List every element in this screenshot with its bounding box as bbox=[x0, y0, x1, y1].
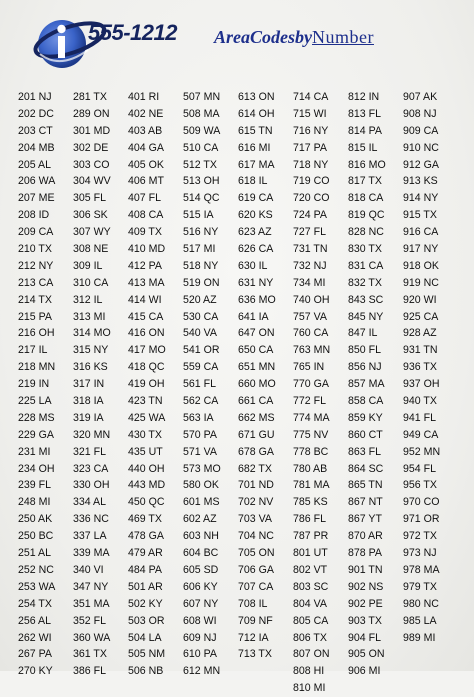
area-code-entry: 801 UT bbox=[293, 547, 328, 560]
area-code-entry: 701 ND bbox=[238, 479, 274, 492]
area-code-entry: 812 IN bbox=[348, 91, 380, 103]
area-code-entry: 214 TX bbox=[18, 293, 52, 306]
area-code-entry: 647 ON bbox=[238, 327, 275, 340]
area-code-entry: 909 CA bbox=[403, 124, 439, 137]
area-code-entry: 607 NY bbox=[183, 597, 219, 610]
area-code-entry: 703 VA bbox=[238, 513, 272, 526]
area-code-entry: 302 DE bbox=[73, 141, 109, 154]
area-code-entry: 517 MI bbox=[183, 243, 216, 256]
area-code-entry: 867 NT bbox=[348, 496, 383, 509]
area-code-entry: 919 NC bbox=[403, 276, 439, 289]
area-code-entry: 636 MO bbox=[238, 293, 276, 306]
area-code-entry: 435 UT bbox=[128, 445, 163, 458]
area-code-entry: 787 PR bbox=[293, 530, 329, 543]
table-column bbox=[293, 89, 348, 695]
area-code-entry: 734 MI bbox=[293, 276, 326, 289]
area-code-entry: 662 MS bbox=[238, 411, 275, 424]
area-code-entry: 513 OH bbox=[183, 175, 220, 188]
area-code-entry: 614 OH bbox=[238, 107, 275, 120]
area-code-entry: 970 CO bbox=[403, 496, 440, 509]
area-code-entry: 418 QC bbox=[128, 361, 165, 374]
area-code-entry: 450 QC bbox=[128, 496, 165, 509]
area-code-entry: 605 SD bbox=[183, 563, 219, 576]
area-code-entry: 430 TX bbox=[128, 428, 162, 441]
area-code-entry: 402 NE bbox=[128, 107, 164, 120]
area-code-entry: 530 CA bbox=[183, 310, 219, 323]
area-code-entry: 949 CA bbox=[403, 428, 439, 441]
area-code-entry: 810 MI bbox=[293, 682, 326, 695]
area-code-entry: 602 AZ bbox=[183, 513, 217, 526]
area-code-entry: 850 FL bbox=[348, 344, 381, 357]
area-code-entry: 954 FL bbox=[403, 462, 436, 475]
table-column bbox=[128, 89, 183, 678]
area-code-entry: 253 WA bbox=[18, 580, 56, 593]
area-code-entry: 337 LA bbox=[73, 530, 107, 543]
title-part-2: Number bbox=[312, 27, 374, 47]
area-code-entry: 641 IA bbox=[238, 310, 269, 323]
area-code-entry: 484 PA bbox=[128, 563, 162, 576]
area-code-entry: 775 NV bbox=[293, 428, 329, 441]
area-code-entry: 352 FL bbox=[73, 614, 106, 627]
area-code-entry: 413 MA bbox=[128, 276, 165, 289]
area-code-entry: 508 MA bbox=[183, 107, 220, 120]
area-code-entry: 920 WI bbox=[403, 293, 437, 306]
area-code-entry: 409 TX bbox=[128, 226, 162, 239]
area-code-entry: 765 IN bbox=[293, 361, 325, 374]
area-code-entry: 731 TN bbox=[293, 243, 328, 256]
area-code-entry: 828 NC bbox=[348, 226, 384, 239]
area-code-entry: 817 TX bbox=[348, 175, 382, 188]
area-code-entry: 865 TN bbox=[348, 479, 383, 492]
area-code-entry: 518 NY bbox=[183, 259, 219, 272]
area-code-entry: 941 FL bbox=[403, 411, 436, 424]
area-code-entry: 937 OH bbox=[403, 378, 440, 391]
area-code-entry: 330 OH bbox=[73, 479, 110, 492]
area-code-entry: 617 MA bbox=[238, 158, 275, 171]
area-code-entry: 270 KY bbox=[18, 665, 53, 678]
table-column bbox=[403, 89, 458, 660]
area-code-entry: 631 NY bbox=[238, 276, 274, 289]
page-title bbox=[214, 27, 374, 48]
area-code-entry: 770 GA bbox=[293, 378, 329, 391]
area-code-entry: 502 KY bbox=[128, 597, 163, 610]
area-code-entry: 980 NC bbox=[403, 597, 439, 610]
area-code-entry: 856 NJ bbox=[348, 361, 382, 374]
area-code-entry: 412 PA bbox=[128, 259, 162, 272]
area-code-entry: 252 NC bbox=[18, 563, 54, 576]
area-code-entry: 610 PA bbox=[183, 648, 217, 661]
area-code-entry: 234 OH bbox=[18, 462, 55, 475]
area-code-entry: 936 TX bbox=[403, 361, 437, 374]
area-code-entry: 516 NY bbox=[183, 226, 219, 239]
area-code-entry: 613 ON bbox=[238, 91, 275, 103]
area-code-entry: 661 CA bbox=[238, 395, 274, 408]
area-code-entry: 203 CT bbox=[18, 124, 53, 137]
area-code-entry: 772 FL bbox=[293, 395, 326, 408]
area-code-entry: 301 MD bbox=[73, 124, 111, 137]
area-code-entry: 289 ON bbox=[73, 107, 110, 120]
area-code-entry: 786 FL bbox=[293, 513, 326, 526]
area-code-entry: 479 AR bbox=[128, 547, 163, 560]
area-code-entry: 626 CA bbox=[238, 243, 274, 256]
area-code-entry: 304 WV bbox=[73, 175, 111, 188]
area-code-entry: 360 WA bbox=[73, 631, 111, 644]
area-code-entry: 478 GA bbox=[128, 530, 164, 543]
area-code-entry: 720 CO bbox=[293, 192, 330, 205]
area-code-entry: 419 OH bbox=[128, 378, 165, 391]
area-code-entry: 803 SC bbox=[293, 580, 329, 593]
area-code-entry: 250 AK bbox=[18, 513, 53, 526]
area-code-entry: 609 NJ bbox=[183, 631, 217, 644]
area-code-entry: 780 AB bbox=[293, 462, 328, 475]
area-code-entry: 215 PA bbox=[18, 310, 52, 323]
area-code-entry: 204 MB bbox=[18, 141, 55, 154]
area-code-entry: 931 TN bbox=[403, 344, 438, 357]
area-code-entry: 972 TX bbox=[403, 530, 437, 543]
area-code-entry: 902 NS bbox=[348, 580, 384, 593]
area-code-entry: 229 GA bbox=[18, 428, 54, 441]
area-code-entry: 913 KS bbox=[403, 175, 438, 188]
area-code-entry: 515 IA bbox=[183, 209, 214, 222]
area-code-entry: 678 GA bbox=[238, 445, 274, 458]
area-code-entry: 443 MD bbox=[128, 479, 166, 492]
area-code-entry: 540 VA bbox=[183, 327, 217, 340]
area-code-entry: 707 CA bbox=[238, 580, 274, 593]
area-code-entry: 361 TX bbox=[73, 648, 107, 661]
area-code-entry: 843 SC bbox=[348, 293, 384, 306]
table-column bbox=[183, 89, 238, 678]
area-code-entry: 541 OR bbox=[183, 344, 220, 357]
area-code-entry: 216 OH bbox=[18, 327, 55, 340]
area-code-entry: 727 FL bbox=[293, 226, 326, 239]
area-code-entry: 901 TN bbox=[348, 563, 383, 576]
area-code-entry: 858 CA bbox=[348, 395, 384, 408]
area-code-entry: 316 KS bbox=[73, 361, 108, 374]
area-code-entry: 857 MA bbox=[348, 378, 385, 391]
area-code-entry: 818 CA bbox=[348, 192, 384, 205]
area-code-table bbox=[18, 89, 458, 695]
area-code-entry: 210 TX bbox=[18, 243, 52, 256]
area-code-entry: 256 AL bbox=[18, 614, 51, 627]
area-code-entry: 917 NY bbox=[403, 243, 439, 256]
area-code-entry: 408 CA bbox=[128, 209, 164, 222]
area-code-entry: 905 ON bbox=[348, 648, 385, 661]
area-code-entry: 561 FL bbox=[183, 378, 216, 391]
area-code-entry: 757 VA bbox=[293, 310, 327, 323]
area-code-entry: 321 FL bbox=[73, 445, 106, 458]
area-code-entry: 415 CA bbox=[128, 310, 164, 323]
area-code-entry: 732 NJ bbox=[293, 259, 327, 272]
area-code-entry: 671 GU bbox=[238, 428, 275, 441]
area-code-entry: 563 IA bbox=[183, 411, 214, 424]
area-code-entry: 918 OK bbox=[403, 259, 439, 272]
area-code-entry: 816 MO bbox=[348, 158, 386, 171]
area-code-entry: 830 TX bbox=[348, 243, 382, 256]
area-code-entry: 808 HI bbox=[293, 665, 325, 678]
table-column bbox=[18, 89, 73, 678]
area-code-entry: 908 NJ bbox=[403, 107, 437, 120]
area-code-entry: 709 NF bbox=[238, 614, 273, 627]
area-code-entry: 650 CA bbox=[238, 344, 274, 357]
area-code-entry: 763 MN bbox=[293, 344, 331, 357]
area-code-entry: 831 CA bbox=[348, 259, 384, 272]
area-code-entry: 206 WA bbox=[18, 175, 56, 188]
area-code-entry: 916 CA bbox=[403, 226, 439, 239]
header bbox=[0, 0, 474, 80]
area-code-entry: 805 CA bbox=[293, 614, 329, 627]
area-code-entry: 312 IL bbox=[73, 293, 103, 306]
area-code-entry: 559 CA bbox=[183, 361, 219, 374]
area-code-entry: 580 OK bbox=[183, 479, 219, 492]
title-part-1: AreaCodesby bbox=[214, 27, 312, 47]
area-code-entry: 314 MO bbox=[73, 327, 111, 340]
area-code-entry: 660 MO bbox=[238, 378, 276, 391]
area-code-entry: 760 CA bbox=[293, 327, 329, 340]
area-code-entry: 606 KY bbox=[183, 580, 218, 593]
area-code-entry: 505 NM bbox=[128, 648, 166, 661]
area-code-entry: 724 PA bbox=[293, 209, 327, 222]
area-code-entry: 714 CA bbox=[293, 91, 329, 103]
area-code-entry: 973 NJ bbox=[403, 547, 437, 560]
area-code-entry: 717 PA bbox=[293, 141, 327, 154]
area-code-entry: 785 KS bbox=[293, 496, 328, 509]
area-code-entry: 414 WI bbox=[128, 293, 162, 306]
area-code-entry: 231 MI bbox=[18, 445, 51, 458]
area-code-entry: 814 PA bbox=[348, 124, 382, 137]
area-code-entry: 870 AR bbox=[348, 530, 383, 543]
area-code-entry: 859 KY bbox=[348, 411, 383, 424]
table-column bbox=[73, 89, 128, 678]
area-code-entry: 410 MD bbox=[128, 243, 166, 256]
area-code-entry: 351 MA bbox=[73, 597, 110, 610]
area-code-entry: 989 MI bbox=[403, 631, 436, 644]
area-code-entry: 239 FL bbox=[18, 479, 51, 492]
area-code-entry: 250 BC bbox=[18, 530, 54, 543]
area-code-entry: 506 NB bbox=[128, 665, 164, 678]
area-code-entry: 907 AK bbox=[403, 91, 438, 103]
area-code-entry: 347 NY bbox=[73, 580, 109, 593]
area-code-entry: 630 IL bbox=[238, 259, 268, 272]
area-code-entry: 323 CA bbox=[73, 462, 109, 475]
area-code-entry: 303 CO bbox=[73, 158, 110, 171]
area-code-entry: 985 LA bbox=[403, 614, 437, 627]
area-code-entry: 705 ON bbox=[238, 547, 275, 560]
area-code-entry: 213 CA bbox=[18, 276, 54, 289]
area-code-entry: 878 PA bbox=[348, 547, 382, 560]
area-code-entry: 217 IL bbox=[18, 344, 48, 357]
area-code-entry: 262 WI bbox=[18, 631, 52, 644]
area-code-entry: 952 MN bbox=[403, 445, 441, 458]
area-code-entry: 903 TX bbox=[348, 614, 382, 627]
logo bbox=[30, 10, 180, 72]
area-code-entry: 615 TN bbox=[238, 124, 273, 137]
area-code-entry: 339 MA bbox=[73, 547, 110, 560]
area-code-entry: 979 TX bbox=[403, 580, 437, 593]
area-code-entry: 864 SC bbox=[348, 462, 384, 475]
area-code-entry: 208 ID bbox=[18, 209, 50, 222]
area-code-entry: 914 NY bbox=[403, 192, 439, 205]
area-code-entry: 971 OR bbox=[403, 513, 440, 526]
area-code-entry: 504 LA bbox=[128, 631, 162, 644]
area-code-entry: 813 FL bbox=[348, 107, 381, 120]
area-code-entry: 308 NE bbox=[73, 243, 109, 256]
area-code-entry: 317 IN bbox=[73, 378, 105, 391]
area-code-entry: 404 GA bbox=[128, 141, 164, 154]
area-code-entry: 904 FL bbox=[348, 631, 381, 644]
area-code-entry: 601 MS bbox=[183, 496, 220, 509]
area-code-entry: 815 IL bbox=[348, 141, 378, 154]
area-code-entry: 509 WA bbox=[183, 124, 221, 137]
area-code-entry: 212 NY bbox=[18, 259, 54, 272]
area-code-entry: 201 NJ bbox=[18, 91, 52, 103]
area-code-entry: 512 TX bbox=[183, 158, 217, 171]
area-code-entry: 503 OR bbox=[128, 614, 165, 627]
area-code-entry: 209 CA bbox=[18, 226, 54, 239]
area-code-entry: 910 NC bbox=[403, 141, 439, 154]
area-code-entry: 847 IL bbox=[348, 327, 378, 340]
area-code-entry: 205 AL bbox=[18, 158, 51, 171]
area-code-entry: 405 OK bbox=[128, 158, 164, 171]
area-code-entry: 254 TX bbox=[18, 597, 52, 610]
area-code-entry: 860 CT bbox=[348, 428, 383, 441]
area-code-entry: 612 MN bbox=[183, 665, 221, 678]
area-code-entry: 620 KS bbox=[238, 209, 273, 222]
area-code-entry: 519 ON bbox=[183, 276, 220, 289]
table-column bbox=[238, 89, 293, 660]
area-code-entry: 510 CA bbox=[183, 141, 219, 154]
area-code-entry: 781 MA bbox=[293, 479, 330, 492]
area-code-entry: 682 TX bbox=[238, 462, 272, 475]
area-code-entry: 867 YT bbox=[348, 513, 382, 526]
area-code-entry: 819 QC bbox=[348, 209, 385, 222]
area-code-entry: 340 VI bbox=[73, 563, 104, 576]
area-code-entry: 416 ON bbox=[128, 327, 165, 340]
area-code-entry: 704 NC bbox=[238, 530, 274, 543]
area-code-entry: 306 SK bbox=[73, 209, 108, 222]
area-code-entry: 407 FL bbox=[128, 192, 161, 205]
area-code-entry: 423 TN bbox=[128, 395, 163, 408]
area-code-entry: 514 QC bbox=[183, 192, 220, 205]
area-code-entry: 425 WA bbox=[128, 411, 166, 424]
area-code-entry: 267 PA bbox=[18, 648, 52, 661]
area-code-entry: 320 MN bbox=[73, 428, 111, 441]
table-column bbox=[348, 89, 403, 678]
area-code-entry: 318 IA bbox=[73, 395, 104, 408]
area-code-entry: 807 ON bbox=[293, 648, 330, 661]
area-code-entry: 469 TX bbox=[128, 513, 162, 526]
area-code-entry: 562 CA bbox=[183, 395, 219, 408]
area-code-entry: 228 MS bbox=[18, 411, 55, 424]
area-code-entry: 708 IL bbox=[238, 597, 268, 610]
area-code-entry: 712 IA bbox=[238, 631, 269, 644]
area-code-entry: 501 AR bbox=[128, 580, 163, 593]
area-code-entry: 716 NY bbox=[293, 124, 329, 137]
area-code-entry: 307 WY bbox=[73, 226, 111, 239]
area-code-entry: 334 AL bbox=[73, 496, 106, 509]
area-code-entry: 832 TX bbox=[348, 276, 382, 289]
area-code-entry: 806 TX bbox=[293, 631, 327, 644]
area-code-entry: 604 BC bbox=[183, 547, 219, 560]
area-code-entry: 912 GA bbox=[403, 158, 439, 171]
area-code-entry: 440 OH bbox=[128, 462, 165, 475]
area-code-entry: 940 TX bbox=[403, 395, 437, 408]
area-code-entry: 713 TX bbox=[238, 648, 272, 661]
area-code-entry: 915 TX bbox=[403, 209, 437, 222]
area-code-entry: 956 TX bbox=[403, 479, 437, 492]
area-code-entry: 315 NY bbox=[73, 344, 109, 357]
area-code-entry: 702 NV bbox=[238, 496, 274, 509]
area-code-entry: 401 RI bbox=[128, 91, 160, 103]
area-code-entry: 507 MN bbox=[183, 91, 221, 103]
area-code-entry: 774 MA bbox=[293, 411, 330, 424]
area-code-entry: 406 MT bbox=[128, 175, 164, 188]
area-code-entry: 608 WI bbox=[183, 614, 217, 627]
area-code-entry: 281 TX bbox=[73, 91, 107, 103]
area-code-entry: 618 IL bbox=[238, 175, 268, 188]
area-code-entry: 386 FL bbox=[73, 665, 106, 678]
area-code-entry: 570 PA bbox=[183, 428, 217, 441]
area-code-entry: 740 OH bbox=[293, 293, 330, 306]
logo-number: 555-1212 bbox=[88, 20, 177, 45]
area-code-entry: 902 PE bbox=[348, 597, 383, 610]
area-code-entry: 403 AB bbox=[128, 124, 163, 137]
area-code-entry: 417 MO bbox=[128, 344, 166, 357]
area-code-entry: 651 MN bbox=[238, 361, 276, 374]
area-code-entry: 978 MA bbox=[403, 563, 440, 576]
area-code-entry: 571 VA bbox=[183, 445, 217, 458]
area-code-entry: 520 AZ bbox=[183, 293, 217, 306]
area-code-entry: 906 MI bbox=[348, 665, 381, 678]
area-code-entry: 207 ME bbox=[18, 192, 55, 205]
area-code-entry: 202 DC bbox=[18, 107, 54, 120]
area-code-entry: 623 AZ bbox=[238, 226, 272, 239]
area-code-entry: 845 NY bbox=[348, 310, 384, 323]
area-code-entry: 248 MI bbox=[18, 496, 51, 509]
area-code-entry: 219 IN bbox=[18, 378, 50, 391]
area-code-entry: 218 MN bbox=[18, 361, 56, 374]
area-code-entry: 863 FL bbox=[348, 445, 381, 458]
area-code-entry: 719 CO bbox=[293, 175, 330, 188]
area-code-entry: 251 AL bbox=[18, 547, 51, 560]
area-code-entry: 616 MI bbox=[238, 141, 271, 154]
area-code-entry: 603 NH bbox=[183, 530, 219, 543]
area-code-entry: 804 VA bbox=[293, 597, 327, 610]
area-code-entry: 310 CA bbox=[73, 276, 109, 289]
area-code-entry: 706 GA bbox=[238, 563, 274, 576]
area-code-entry: 313 MI bbox=[73, 310, 106, 323]
area-code-entry: 718 NY bbox=[293, 158, 329, 171]
area-code-entry: 309 IL bbox=[73, 259, 103, 272]
area-code-entry: 619 CA bbox=[238, 192, 274, 205]
area-code-entry: 319 IA bbox=[73, 411, 104, 424]
area-code-entry: 715 WI bbox=[293, 107, 327, 120]
area-code-entry: 305 FL bbox=[73, 192, 106, 205]
area-code-entry: 802 VT bbox=[293, 563, 328, 576]
area-code-entry: 928 AZ bbox=[403, 327, 437, 340]
area-code-entry: 225 LA bbox=[18, 395, 52, 408]
area-code-entry: 573 MO bbox=[183, 462, 221, 475]
area-code-entry: 925 CA bbox=[403, 310, 439, 323]
area-code-entry: 778 BC bbox=[293, 445, 329, 458]
area-code-entry: 336 NC bbox=[73, 513, 109, 526]
